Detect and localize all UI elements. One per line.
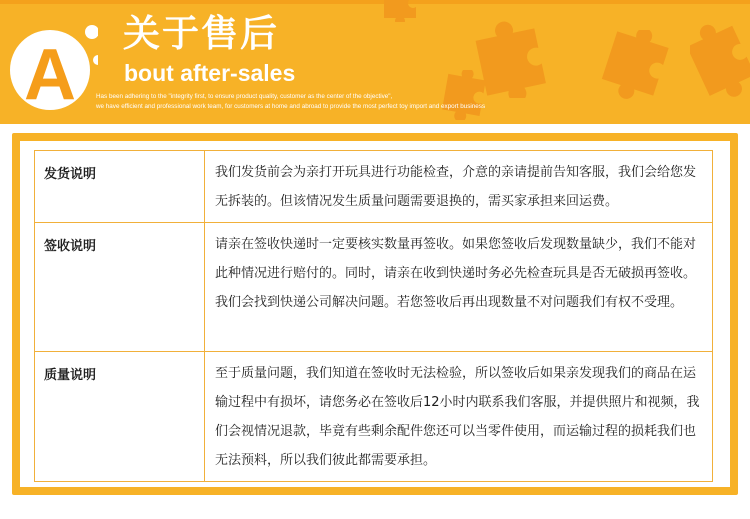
after-sales-table [34, 150, 713, 482]
section-label: 签收说明 [35, 223, 205, 352]
puzzle-piece-icon [690, 20, 750, 100]
tagline-line-2: we have efficient and professional work team, for customers at home and abroad to provide the most perfect toy import and export business [96, 103, 486, 110]
header-banner [0, 0, 750, 124]
table-row [35, 352, 713, 482]
tagline-line-1: Has been adhering to the "integrity first, to ensure product quality, customer as the center of the objective", [96, 93, 393, 100]
letter-a-badge-icon [8, 22, 98, 112]
puzzle-piece-icon [600, 30, 680, 100]
banner-stripe [0, 0, 750, 4]
puzzle-piece-icon [380, 0, 430, 22]
table-row [35, 223, 713, 352]
section-label: 质量说明 [35, 352, 205, 482]
page-subtitle: bout after-sales [124, 60, 296, 86]
section-label: 发货说明 [35, 151, 205, 223]
section-text: 我们发货前会为亲打开玩具进行功能检查，介意的亲请提前告知客服，我们会给您发无拆装的。但该情况发生质量问题需要退换的，需买家承担来回运费。 [205, 151, 713, 223]
badge-letter: A [24, 35, 76, 112]
table-row [35, 151, 713, 223]
section-text: 至于质量问题，我们知道在签收时无法检验，所以签收后如果亲发现我们的商品在运输过程中有损坏，请您务必在签收后12小时内联系我们客服，并提供照片和视频，我们会视情况退款，毕竟有些剩余配件您还可以当零件使用，而运输过程的损耗我们也无法预料，所以我们彼此都需要承担。 [205, 352, 713, 482]
section-text: 请亲在签收快递时一定要核实数量再签收。如果您签收后发现数量缺少，我们不能对此种情况进行赔付的。同时，请亲在收到快递时务必先检查玩具是否无破损再签收。我们会找到快递公司解决问题。若您签收后再出现数量不对问题我们有权不受理。 [205, 223, 713, 352]
tagline [96, 92, 485, 112]
page-title: 关于售后 [123, 12, 279, 55]
